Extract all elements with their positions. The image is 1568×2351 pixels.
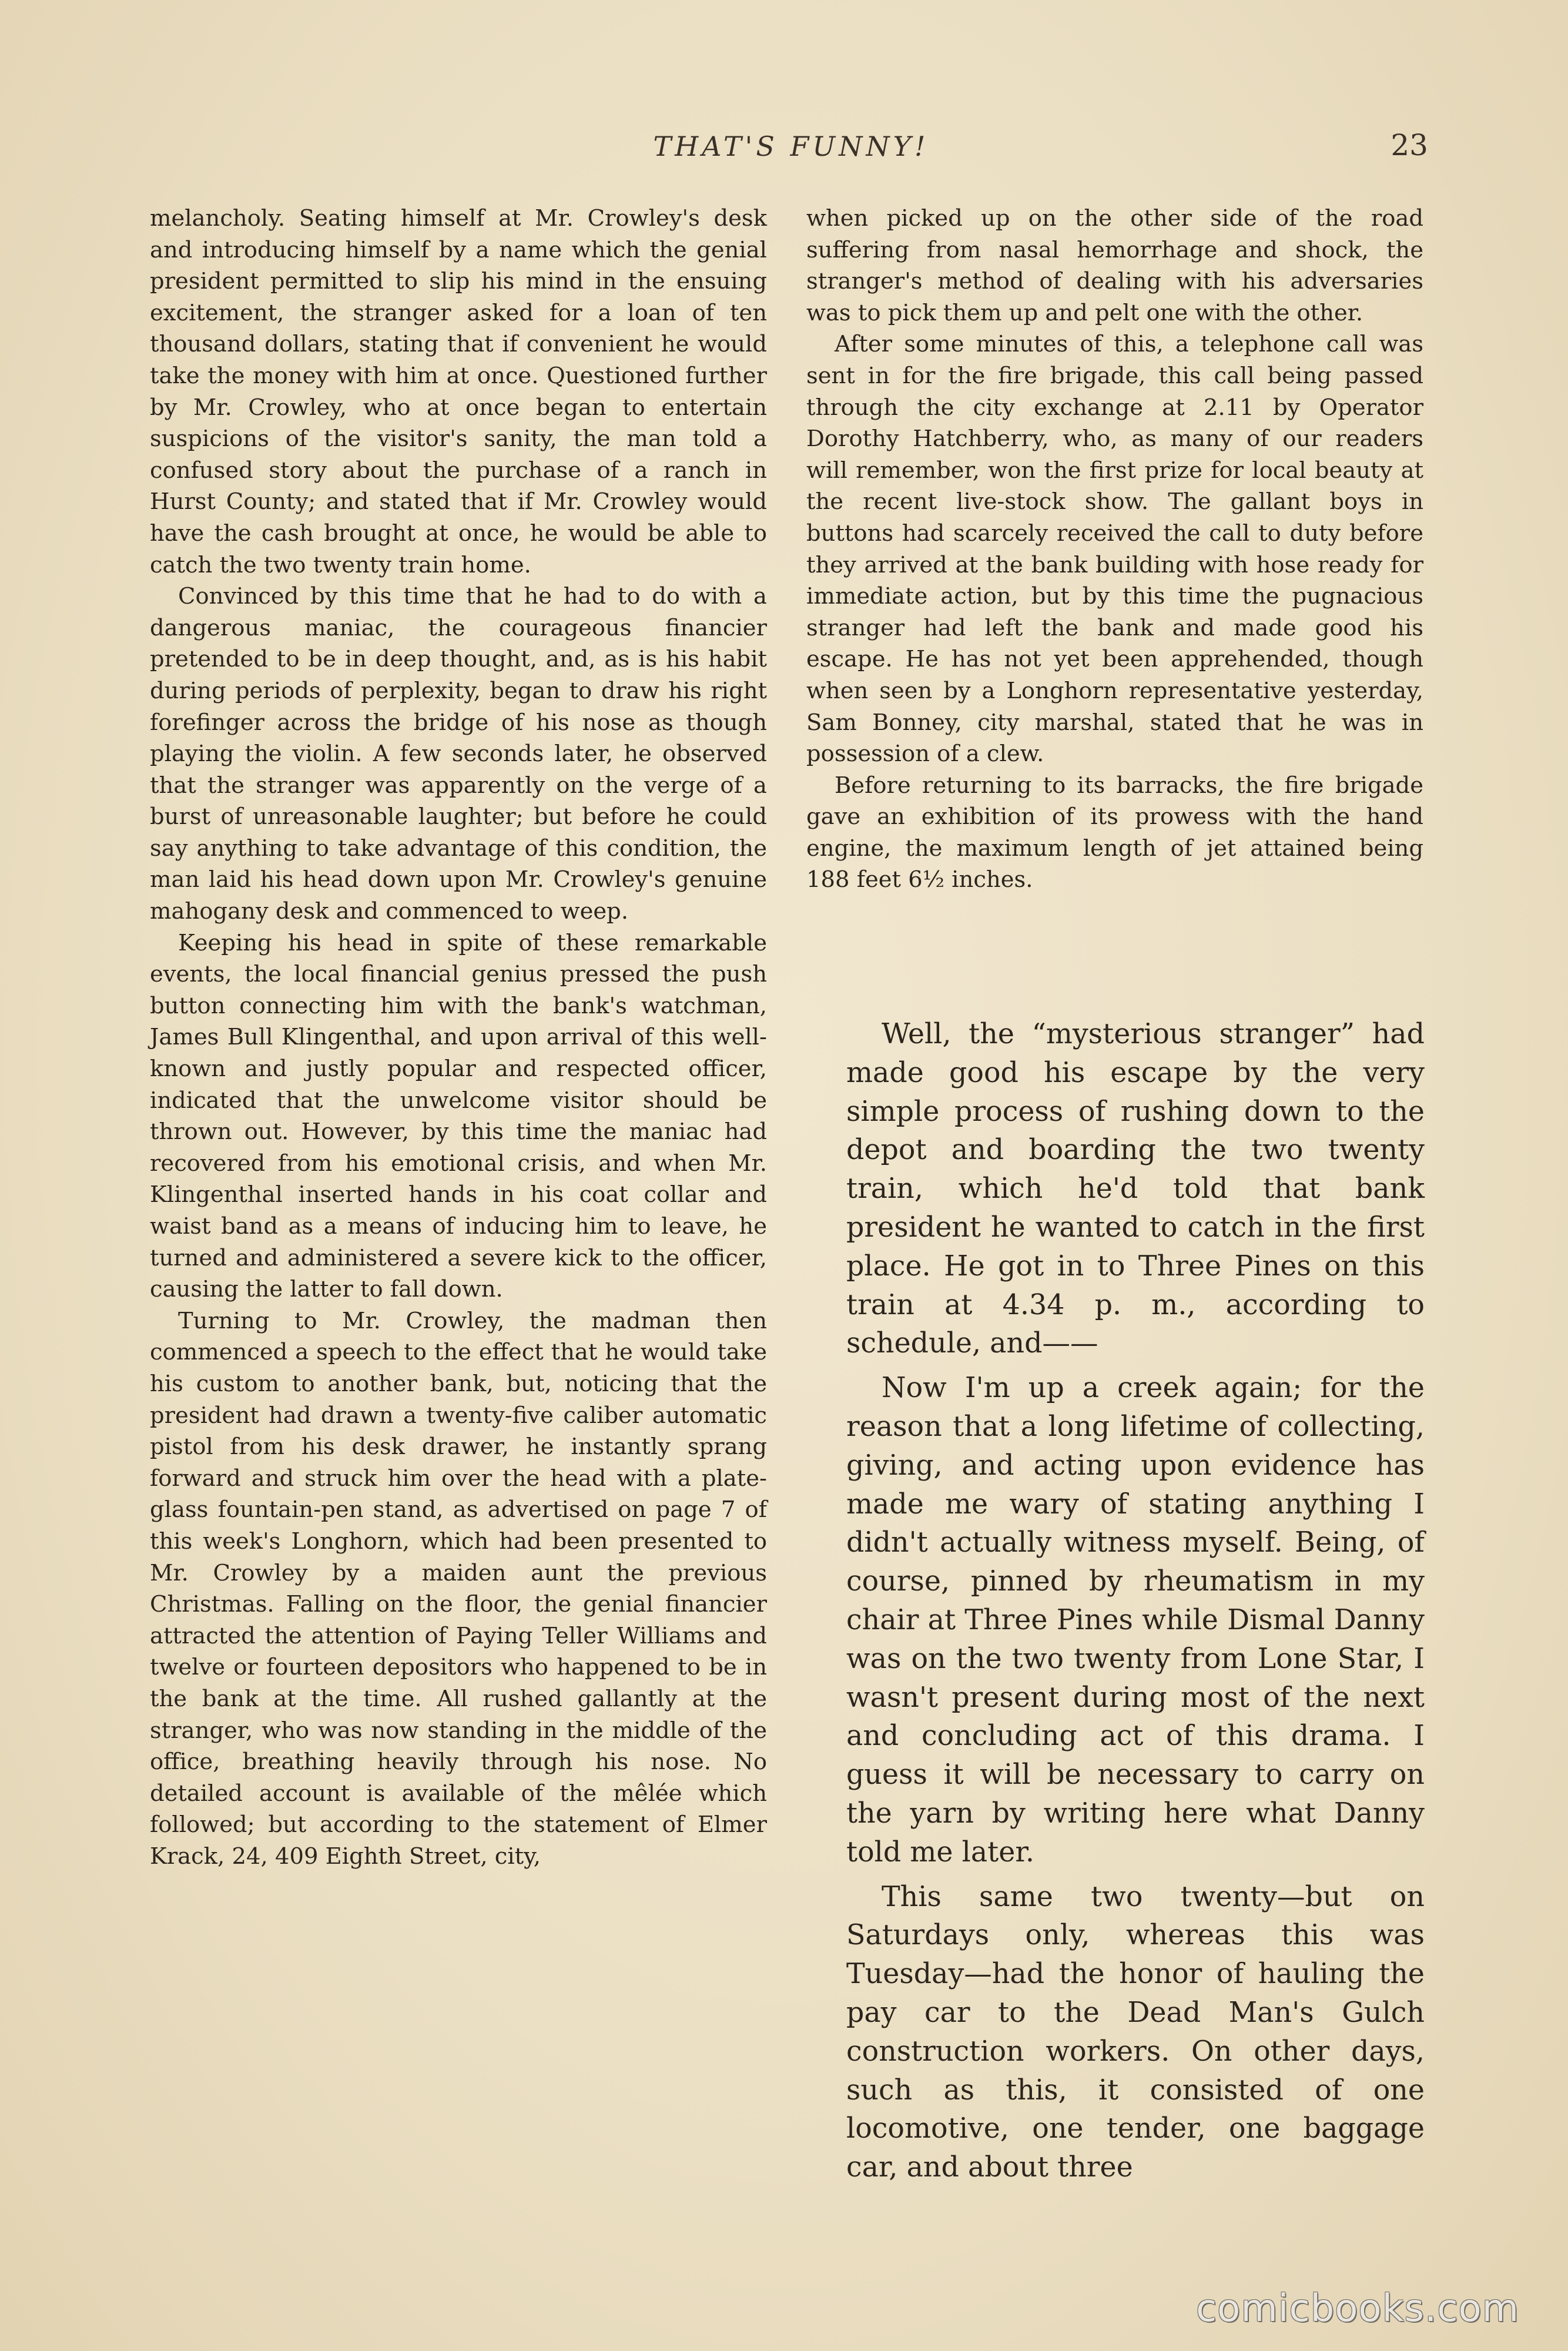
- running-title: THAT'S FUNNY!: [653, 130, 929, 162]
- watermark: comicbooks.com: [1195, 2287, 1519, 2330]
- paragraph: Now I'm up a creek again; for the reason that a long lifetime of collecting, giving, and acting upon evidence has made me wary of stating anything I didn't actually witness myself. Being, of course, pinned by rheumatism in my chair at Three Pines while Dismal Danny was on the two twenty from Lone Star, I wasn't present during most of the next and concluding act of this drama. I guess it will be necessary to carry on the yarn by writing here what Danny told me later.: [846, 1372, 1425, 1868]
- paragraph: After some minutes of this, a telephone call was sent in for the fire brigade, this call being passed through the city exchange at 2.11 by Operator Dorothy Hatchberry, who, as many of our readers will remember, won the first prize for local beauty at the recent live-stock show. The gallant boys in buttons had scarcely received the call to duty before they arrived at the bank building with hose ready for immediate action, but by this time the pugnacious stranger had left the bank and made good his escape. He has not yet been apprehended, though when seen by a Longhorn representative yesterday, Sam Bonney, city marshal, stated that he was in possession of a clew.: [806, 331, 1423, 768]
- paragraph: Convinced by this time that he had to do with a dangerous maniac, the courageous financier pretended to be in deep thought, and, as is his habit during periods of perplexity, began to draw his right forefinger across the bridge of his nose as though playing the violin. A few seconds later, he observed that the stranger was apparently on the verge of a burst of unreasonable laughter; but before he could say anything to take advantage of this condition, the man laid his head down upon Mr. Crowley's genuine mahogany desk and commenced to weep.: [150, 583, 767, 925]
- page-number: 23: [1391, 128, 1428, 162]
- paragraph: This same two twenty—but on Saturdays only, whereas this was Tuesday—had the honor of hauling the pay car to the Dead Man's Gulch construction workers. On other days, such as this, it consisted of one locomotive, one tender, one baggage car, and about three: [846, 1880, 1425, 2184]
- paragraph: Well, the “mysterious stranger” had made good his escape by the very simple process of rushing down to the depot and boarding the two twenty train, which he'd told that bank president he wanted to catch in the first place. He got in to Three Pines on this train at 4.34 p. m., according to schedule, and——: [846, 1018, 1425, 1360]
- paragraph: Turning to Mr. Crowley, the madman then commenced a speech to the effect that he would take his custom to another bank, but, noticing that the president had drawn a twenty-five caliber automatic pistol from his desk drawer, he instantly sprang forward and struck him over the head with a plate-glass fountain-pen stand, as advertised on page 7 of this week's Longhorn, which had been presented to Mr. Crowley by a maiden aunt the previous Christmas. Falling on the floor, the genial financier attracted the attention of Paying Teller Williams and twelve or fourteen depositors who happened to be in the bank at the time. All rushed gallantly at the stranger, who was now standing in the middle of the office, breathing heavily through his nose. No detailed account is available of the mêlée which followed; but according to the statement of Elmer Krack, 24, 409 Eighth Street, city,: [150, 1307, 767, 1870]
- paragraph: when picked up on the other side of the road suffering from nasal hemorrhage and shock, the stranger's method of dealing with his adversaries was to pick them up and pelt one with the other.: [806, 205, 1423, 326]
- right-column-narrative: [846, 1015, 1425, 2187]
- paragraph: Keeping his head in spite of these remarkable events, the local financial genius pressed the push button connecting him with the bank's watchman, James Bull Klingenthal, and upon arrival of this well-known and justly popular and respected officer, indicated that the unwelcome visitor should be thrown out. However, by this time the maniac had recovered from his emotional crisis, and when Mr. Klingenthal inserted hands in his coat collar and waist band as a means of inducing him to leave, he turned and administered a severe kick to the officer, causing the latter to fall down.: [150, 929, 767, 1303]
- right-column-news-text: [806, 203, 1423, 896]
- paragraph: melancholy. Seating himself at Mr. Crowley's desk and introducing himself by a name which the genial president permitted to slip his mind in the ensuing excitement, the stranger asked for a loan of ten thousand dollars, stating that if convenient he would take the money with him at once. Questioned further by Mr. Crowley, who at once began to entertain suspicions of the visitor's sanity, the man told a confused story about the purchase of a ranch in Hurst County; and stated that if Mr. Crowley would have the cash brought at once, he would be able to catch the two twenty train home.: [150, 205, 767, 578]
- paragraph: Before returning to its barracks, the fire brigade gave an exhibition of its prowess with the hand engine, the maximum length of jet attained being 188 feet 6½ inches.: [806, 772, 1423, 893]
- left-column: [150, 203, 767, 1872]
